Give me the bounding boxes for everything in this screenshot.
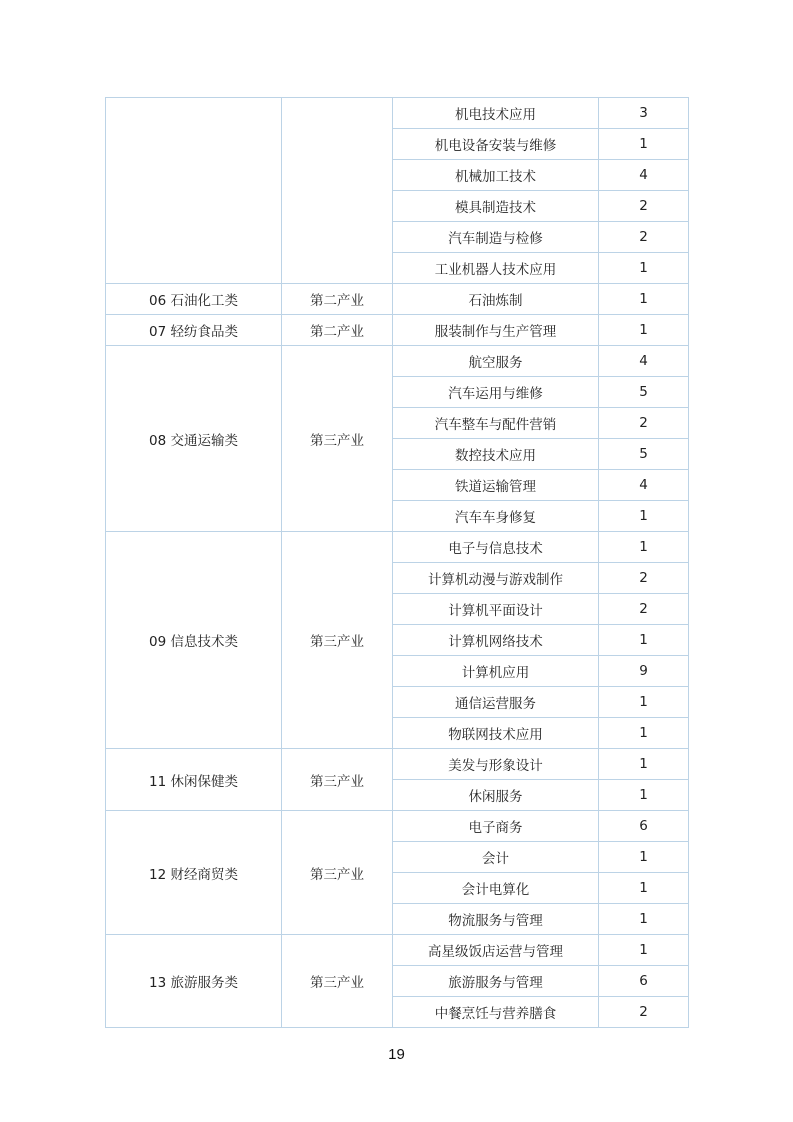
school-count-cell: 1 [599,253,689,284]
major-name-cell: 休闲服务 [393,780,599,811]
school-count-cell: 1 [599,904,689,935]
major-name-cell: 物联网技术应用 [393,718,599,749]
major-name-cell: 航空服务 [393,346,599,377]
category-cell: 13 旅游服务类 [106,935,282,1028]
major-name-cell: 旅游服务与管理 [393,966,599,997]
school-count-cell: 1 [599,687,689,718]
major-name-cell: 石油炼制 [393,284,599,315]
major-name-cell: 物流服务与管理 [393,904,599,935]
category-cell: 07 轻纺食品类 [106,315,282,346]
major-name-cell: 数控技术应用 [393,439,599,470]
table-row [106,532,689,563]
table-row [106,315,689,346]
industry-cell: 第三产业 [282,749,393,811]
school-count-cell: 5 [599,439,689,470]
school-count-cell: 1 [599,625,689,656]
major-name-cell: 电子与信息技术 [393,532,599,563]
majors-table-body [106,98,689,1028]
major-name-cell: 机电技术应用 [393,98,599,129]
table-row [106,935,689,966]
school-count-cell: 6 [599,811,689,842]
industry-cell: 第二产业 [282,315,393,346]
school-count-cell: 1 [599,284,689,315]
school-count-cell: 2 [599,191,689,222]
category-cell: 12 财经商贸类 [106,811,282,935]
major-name-cell: 汽车车身修复 [393,501,599,532]
major-name-cell: 会计 [393,842,599,873]
major-name-cell: 模具制造技术 [393,191,599,222]
table-row [106,811,689,842]
school-count-cell: 1 [599,842,689,873]
major-name-cell: 汽车制造与检修 [393,222,599,253]
school-count-cell: 1 [599,315,689,346]
major-name-cell: 会计电算化 [393,873,599,904]
school-count-cell: 1 [599,129,689,160]
school-count-cell: 1 [599,780,689,811]
industry-cell: 第三产业 [282,346,393,532]
industry-cell: 第三产业 [282,935,393,1028]
category-cell: 06 石油化工类 [106,284,282,315]
school-count-cell: 1 [599,749,689,780]
major-name-cell: 计算机应用 [393,656,599,687]
school-count-cell: 1 [599,501,689,532]
major-name-cell: 美发与形象设计 [393,749,599,780]
table-row [106,749,689,780]
school-count-cell: 3 [599,98,689,129]
school-count-cell: 9 [599,656,689,687]
major-name-cell: 汽车运用与维修 [393,377,599,408]
industry-cell: 第三产业 [282,532,393,749]
major-name-cell: 机电设备安装与维修 [393,129,599,160]
school-count-cell: 1 [599,718,689,749]
school-count-cell: 4 [599,160,689,191]
school-count-cell: 2 [599,594,689,625]
category-cell [106,98,282,284]
school-count-cell: 1 [599,532,689,563]
school-count-cell: 2 [599,997,689,1028]
page-number: 19 [388,1046,405,1063]
major-name-cell: 通信运营服务 [393,687,599,718]
major-name-cell: 中餐烹饪与营养膳食 [393,997,599,1028]
major-name-cell: 工业机器人技术应用 [393,253,599,284]
school-count-cell: 1 [599,873,689,904]
major-name-cell: 机械加工技术 [393,160,599,191]
table-row [106,284,689,315]
school-count-cell: 6 [599,966,689,997]
major-name-cell: 计算机网络技术 [393,625,599,656]
major-name-cell: 铁道运输管理 [393,470,599,501]
school-count-cell: 4 [599,346,689,377]
school-count-cell: 2 [599,408,689,439]
major-name-cell: 服装制作与生产管理 [393,315,599,346]
industry-cell [282,98,393,284]
category-cell: 08 交通运输类 [106,346,282,532]
major-name-cell: 高星级饭店运营与管理 [393,935,599,966]
major-name-cell: 计算机平面设计 [393,594,599,625]
school-count-cell: 4 [599,470,689,501]
industry-cell: 第三产业 [282,811,393,935]
school-count-cell: 2 [599,563,689,594]
category-cell: 09 信息技术类 [106,532,282,749]
category-cell: 11 休闲保健类 [106,749,282,811]
school-count-cell: 5 [599,377,689,408]
majors-table [105,97,689,1028]
major-name-cell: 计算机动漫与游戏制作 [393,563,599,594]
industry-cell: 第二产业 [282,284,393,315]
table-row [106,98,689,129]
major-name-cell: 汽车整车与配件营销 [393,408,599,439]
school-count-cell: 1 [599,935,689,966]
table-row [106,346,689,377]
major-name-cell: 电子商务 [393,811,599,842]
school-count-cell: 2 [599,222,689,253]
